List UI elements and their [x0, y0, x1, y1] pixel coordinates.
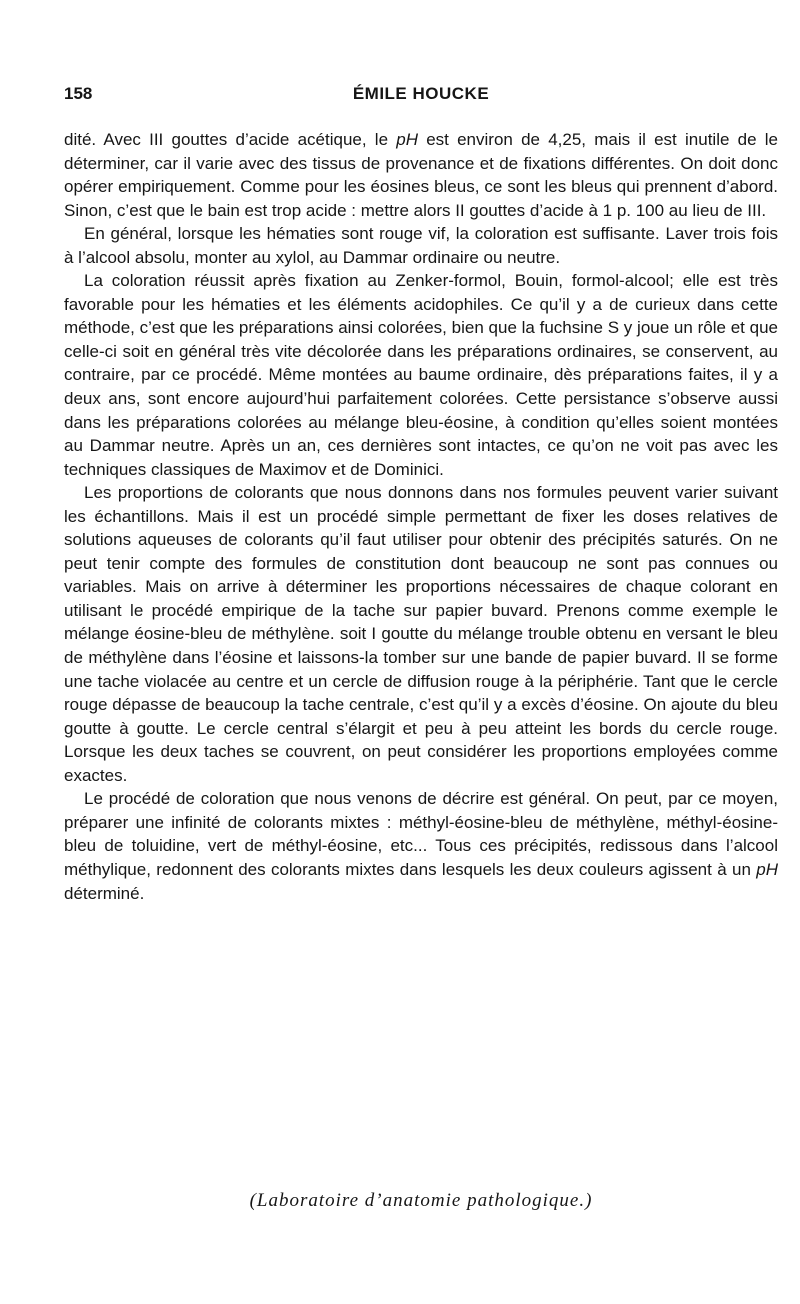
running-head: ÉMILE HOUCKE — [352, 84, 490, 103]
paragraph-text: déterminé. — [64, 883, 145, 903]
paragraph: La coloration réussit après fixation au Zenker-formol, Bouin, formol-alcool; elle est très favorable pour les hématies et les éléments acidophiles. Ce qu’il y a de curieux dans cette méthode, c’est que les préparations ainsi colorées, bien que la fuchsine S y joue un rôle et que celle-ci soit en général très vite décolorée dans les préparations ordinaires, se conservent, au contraire, par ce procédé. Même montées au baume ordinaire, dès préparations faites, il y a deux ans, sont encore aujourd’hui parfaitement colorées. Cette persistance s’observe aussi dans les préparations colorées au mélange bleu-éosine, à condition qu’elles soient montées au Dammar neutre. Après un an, ces dernières sont intactes, ce qu’on ne voit pas avec les techniques classiques de Maximov et de Dominici. — [64, 271, 778, 479]
paragraph: En général, lorsque les hématies sont rouge vif, la coloration est suffisante. Laver trois fois à l’alcool absolu, monter au xylol, au Dammar ordinaire ou neutre. — [64, 224, 778, 267]
paragraph — [64, 787, 778, 905]
paragraph — [64, 128, 778, 222]
paragraph-text: Le procédé de coloration que nous venons de décrire est général. On peut, par ce moyen, préparer une infinité de colorants mixtes : méthyl-éosine-bleu de méthylène, méthyl-éosine-bleu de toluidine, vert de méthyl-éosine, etc... Tous ces précipités, redissous dans l’alcool méthylique, redonnent des colorants mixtes dans lesquels les deux couleurs agissent à un — [64, 789, 778, 879]
paragraph-text: dité. Avec III gouttes d’acide acétique, le — [64, 130, 397, 149]
page-header — [64, 84, 778, 112]
ph-term: pH — [756, 859, 778, 879]
body-text — [64, 128, 778, 905]
paragraph-text: est environ de 4,25, mais il est inutile de le déterminer, car il varie avec des tissus de provenance et de fixations différentes. On doit donc opérer empiriquement. Comme pour les éosines bleus, ce sont les bleus qui prennent d’abord. Sinon, c’est que le bain est trop acide : mettre alors II gouttes d’acide à 1 p. 100 au lieu de III. — [64, 130, 778, 220]
ph-term: pH — [396, 130, 418, 149]
page-number: 158 — [64, 84, 93, 103]
laboratory-signature: (Laboratoire d’anatomie pathologique.) — [249, 1190, 593, 1211]
paragraph: Les proportions de colorants que nous donnons dans nos formules peuvent varier suivant les échantillons. Mais il est un procédé simple permettant de fixer les doses relatives de solutions aqueuses de colorants qu’il faut utiliser pour obtenir des précipités saturés. On ne peut tenir compte des formules de constitution dont beaucoup ne sont pas connues ou variables. Mais on arrive à déterminer les proportions nécessaires de chaque colorant en utilisant le procédé empirique de la tache sur papier buvard. Prenons comme exemple le mélange éosine-bleu de méthylène. soit I goutte du mélange trouble obtenu en versant le bleu de méthylène dans l’éosine et laissons-la tomber sur une bande de papier buvard. Il se forme une tache violacée au centre et un cercle de diffusion rouge à la périphérie. Tant que le cercle rouge dépasse de beaucoup la tache centrale, c’est qu’il y a excès d’éosine. On ajoute du bleu goutte à goutte. Le cercle central s’élargit et peu à peu atteint les bords du cercle rouge. Lorsque les deux taches se couvrent, on peut considérer les proportions employées comme exactes. — [64, 483, 778, 785]
